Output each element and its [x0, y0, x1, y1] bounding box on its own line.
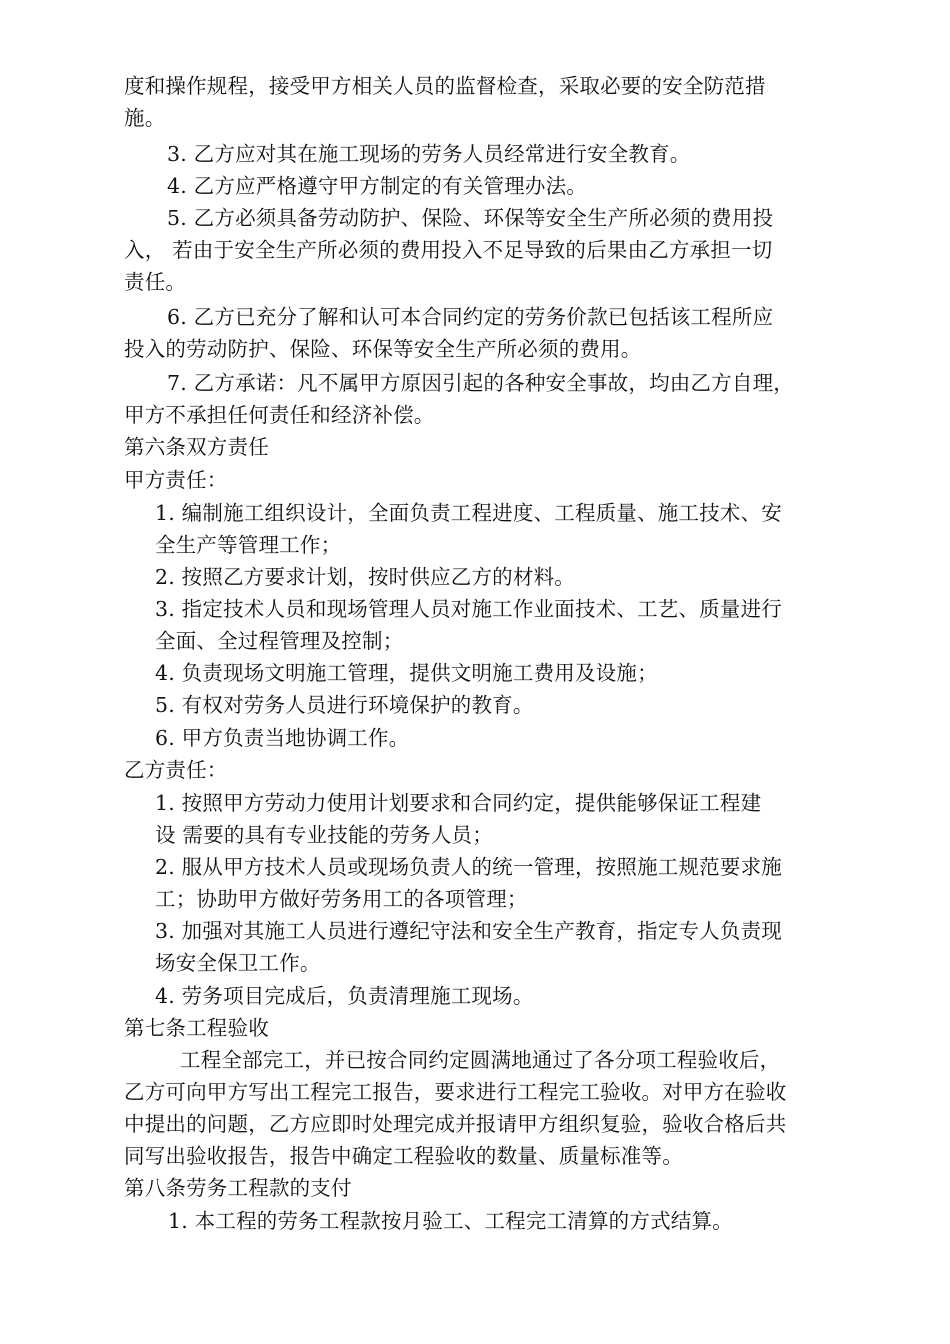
list-item-continuation: 全面、全过程管理及控制； [155, 629, 404, 653]
list-item-continuation: 工；协助甲方做好劳务用工的各项管理； [155, 887, 528, 911]
list-item: 4. 劳务项目完成后，负责清理施工现场。 [155, 984, 534, 1008]
paragraph-line: 乙方可向甲方写出工程完工报告，要求进行工程完工验收。对甲方在验收 [124, 1080, 787, 1104]
list-item: 1. 本工程的劳务工程款按月验工、工程完工清算的方式结算。 [168, 1209, 733, 1233]
list-item-continuation: 投入的劳动防护、保险、环保等安全生产所必须的费用。 [124, 337, 642, 361]
list-item-continuation: 责任。 [124, 270, 187, 294]
paragraph-line: 施。 [124, 106, 166, 130]
list-item-continuation: 甲方不承担任何责任和经济补偿。 [124, 403, 435, 427]
list-item-continuation: 全生产等管理工作； [155, 533, 342, 557]
list-item: 4. 乙方应严格遵守甲方制定的有关管理办法。 [167, 174, 587, 198]
list-item-continuation: 入， 若由于安全生产所必须的费用投入不足导致的后果由乙方承担一切 [124, 238, 773, 262]
list-item: 3. 加强对其施工人员进行遵纪守法和安全生产教育，指定专人负责现 [155, 919, 782, 943]
list-item: 6. 甲方负责当地协调工作。 [155, 726, 410, 750]
paragraph-line: 同写出验收报告，报告中确定工程验收的数量、质量标准等。 [124, 1144, 683, 1168]
list-item: 1. 按照甲方劳动力使用计划要求和合同约定，提供能够保证工程建 [155, 791, 762, 815]
article-heading: 第七条工程验收 [124, 1016, 269, 1040]
list-item: 1. 编制施工组织设计，全面负责工程进度、工程质量、施工技术、安 [155, 501, 782, 525]
article-heading: 第八条劳务工程款的支付 [124, 1176, 352, 1200]
list-item-continuation: 设 需要的具有专业技能的劳务人员； [155, 823, 493, 847]
list-item: 3. 乙方应对其在施工现场的劳务人员经常进行安全教育。 [167, 142, 691, 166]
list-item: 5. 乙方必须具备劳动防护、保险、环保等安全生产所必须的费用投 [167, 206, 774, 230]
list-item: 4. 负责现场文明施工管理，提供文明施工费用及设施； [155, 661, 658, 685]
list-item: 7. 乙方承诺：凡不属甲方原因引起的各种安全事故，均由乙方自理， [167, 371, 794, 395]
list-item: 2. 按照乙方要求计划，按时供应乙方的材料。 [155, 565, 575, 589]
list-item-continuation: 场安全保卫工作。 [155, 951, 321, 975]
article-heading: 第六条双方责任 [124, 435, 269, 459]
section-heading: 乙方责任： [124, 758, 228, 782]
list-item: 2. 服从甲方技术人员或现场负责人的统一管理，按照施工规范要求施 [155, 855, 782, 879]
list-item: 6. 乙方已充分了解和认可本合同约定的劳务价款已包括该工程所应 [167, 305, 774, 329]
section-heading: 甲方责任： [124, 468, 228, 492]
paragraph-line: 工程全部完工，并已按合同约定圆满地通过了各分项工程验收后， [180, 1048, 781, 1072]
paragraph-line: 中提出的问题，乙方应即时处理完成并报请甲方组织复验，验收合格后共 [124, 1112, 787, 1136]
list-item: 5. 有权对劳务人员进行环境保护的教育。 [155, 693, 534, 717]
list-item: 3. 指定技术人员和现场管理人员对施工作业面技术、工艺、质量进行 [155, 597, 782, 621]
paragraph-line: 度和操作规程，接受甲方相关人员的监督检查，采取必要的安全防范措 [124, 74, 766, 98]
